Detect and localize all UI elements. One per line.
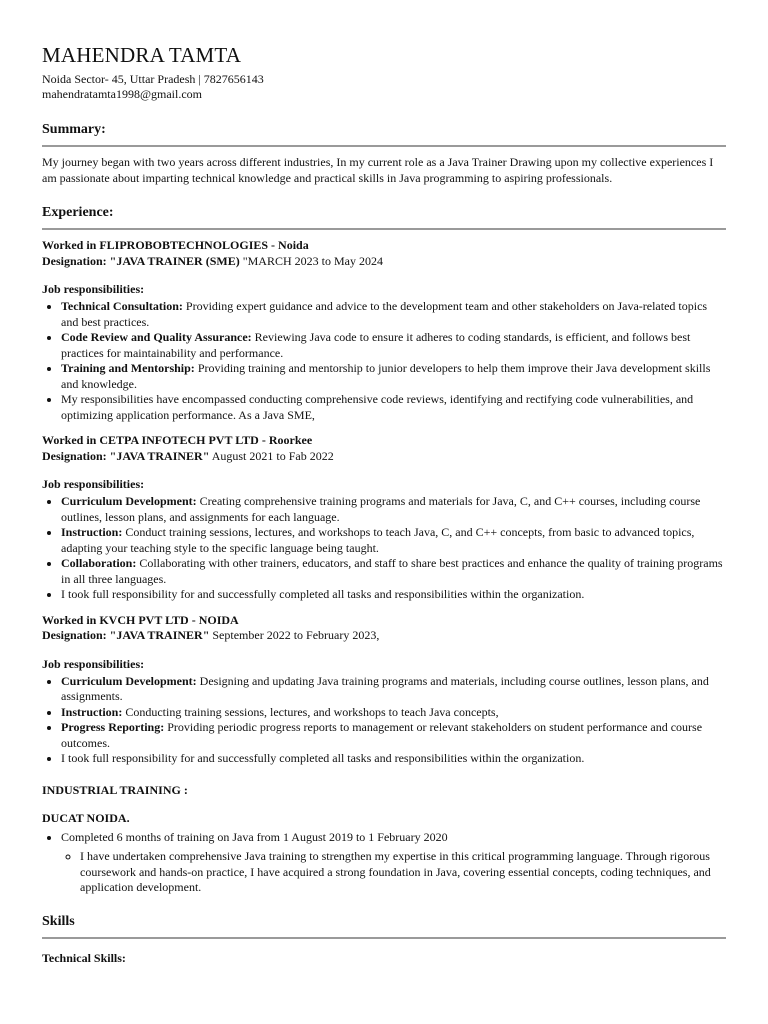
job-company: Worked in CETPA INFOTECH PVT LTD - Roorkee — [42, 433, 313, 447]
job-responsibilities-label: Job responsibilities: — [42, 282, 145, 296]
item-text: I took full responsibility for and successfully completed all tasks and responsibilities within the organization. — [61, 751, 585, 765]
job-entry-3 — [42, 613, 726, 767]
list-item — [61, 494, 726, 525]
skills-divider — [42, 937, 726, 939]
item-heading: Curriculum Development: — [61, 494, 197, 508]
list-item — [61, 392, 726, 423]
job-company: Worked in KVCH PVT LTD - NOIDA — [42, 612, 239, 627]
item-text: Reviewing Java code to ensure it adheres to coding standards, is efficient, and follows best practices for maintainability and performance. — [61, 330, 691, 360]
list-item — [61, 299, 726, 330]
job-designation — [42, 628, 726, 644]
item-text: Providing expert guidance and advice to the development team and other stakeholders on Java-related topics and best practices. — [61, 299, 708, 329]
training-list — [42, 830, 726, 896]
designation-title: "JAVA TRAINER" — [109, 448, 210, 463]
summary-text: My journey began with two years across different industries, In my current role as a Java Trainer Drawing upon my collective experiences I am passionate about imparting technical knowledge and practical skills in Java programming to aspiring professionals. — [42, 155, 714, 185]
designation-title: "JAVA TRAINER" — [109, 628, 210, 642]
item-heading: Instruction: — [61, 704, 123, 719]
training-sub-item-text: I have undertaken comprehensive Java training to strengthen my expertise in this critical programming language. Through rigorous coursework and hands-on practice, I have acquired a strong foundation in Java, covering essential concepts, coding techniques, and application development. — [80, 849, 711, 894]
job-designation — [42, 254, 726, 270]
list-item — [61, 705, 726, 721]
designation-dates: "MARCH 2023 to May 2024 — [239, 253, 383, 268]
list-item — [80, 849, 726, 896]
item-text: Designing and updating Java training programs and materials, including course outlines, lesson plans, and assignments. — [61, 673, 709, 703]
job-designation — [42, 449, 726, 465]
designation-dates: September 2022 to February 2023, — [209, 628, 380, 642]
list-item — [61, 751, 726, 767]
item-heading: Code Review and Quality Assurance: — [61, 330, 252, 344]
item-text: Conducting training sessions, lectures, and workshops to teach Java concepts, — [122, 704, 499, 719]
item-text: Providing training and mentorship to junior developers to help them improve their Java development skills and knowledge. — [61, 361, 711, 391]
candidate-name: MAHENDRA TAMTA — [42, 43, 242, 67]
email: mahendratamta1998@gmail.com — [42, 87, 203, 101]
industrial-training-title: INDUSTRIAL TRAINING : — [42, 782, 188, 797]
experience-title: Experience: — [42, 205, 114, 220]
experience-divider — [42, 228, 726, 230]
training-item-text: Completed 6 months of training on Java from 1 August 2019 to 1 February 2020 — [61, 829, 448, 844]
job-responsibilities-label: Job responsibilities: — [42, 656, 145, 671]
list-item — [61, 556, 726, 587]
list-item — [61, 720, 726, 751]
list-item — [61, 587, 726, 603]
item-text: My responsibilities have encompassed conducting comprehensive code reviews, identifying and rectifying code vulnerabilities, and optimizing application performance. As a Java SME, — [61, 392, 694, 422]
list-item — [61, 674, 726, 705]
job-responsibilities-list — [42, 299, 726, 423]
training-institute: DUCAT NOIDA. — [42, 810, 130, 825]
item-text: Providing periodic progress reports to management or relevant stakeholders on student performance and course outcomes. — [61, 720, 703, 750]
designation-label: Designation: — [42, 628, 110, 642]
summary-title: Summary: — [42, 122, 106, 137]
address-phone: Noida Sector- 45, Uttar Pradesh | 7827656143 — [42, 72, 264, 86]
job-responsibilities-label: Job responsibilities: — [42, 477, 145, 491]
list-item — [61, 361, 726, 392]
item-heading: Training and Mentorship: — [61, 361, 195, 375]
item-text: Conduct training sessions, lectures, and workshops to teach Java, C, and C++ concepts, from basic to advanced topics, adapting your teaching style to the specific language being taught. — [61, 525, 695, 555]
item-text: Creating comprehensive training programs and materials for Java, C, and C++ courses, including course outlines, lesson plans, and assignments for each language. — [61, 494, 701, 524]
item-heading: Curriculum Development: — [61, 673, 197, 688]
item-heading: Technical Consultation: — [61, 299, 183, 313]
job-responsibilities-list — [42, 494, 726, 603]
list-item — [61, 830, 726, 896]
designation-label: Designation: — [42, 253, 110, 268]
list-item — [61, 525, 726, 556]
designation-label: Designation: — [42, 448, 110, 463]
item-text: I took full responsibility for and successfully completed all tasks and responsibilities within the organization. — [61, 587, 585, 601]
summary-divider — [42, 145, 726, 147]
job-entry-2 — [42, 433, 726, 603]
list-item — [61, 330, 726, 361]
designation-title: "JAVA TRAINER (SME) — [109, 253, 240, 268]
job-entry-1 — [42, 238, 726, 423]
job-company: Worked in FLIPROBOBTECHNOLOGIES - Noida — [42, 238, 309, 252]
item-heading: Collaboration: — [61, 556, 137, 570]
skills-title: Skills — [42, 913, 75, 929]
technical-skills-label: Technical Skills: — [42, 950, 126, 965]
training-sub-list — [61, 849, 726, 896]
item-text: Collaborating with other trainers, educators, and staff to share best practices and enhance the quality of training programs in all three languages. — [61, 556, 723, 586]
job-responsibilities-list — [42, 674, 726, 767]
designation-dates: August 2021 to Fab 2022 — [209, 448, 334, 463]
item-heading: Instruction: — [61, 525, 123, 539]
item-heading: Progress Reporting: — [61, 720, 165, 734]
